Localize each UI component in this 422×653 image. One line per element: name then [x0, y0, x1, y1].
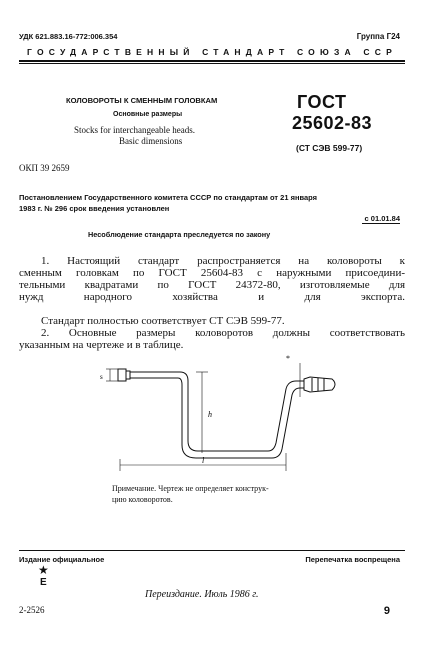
stock-drawing: [90, 355, 350, 480]
official-edition: Издание официальное: [19, 555, 105, 564]
square-end: [118, 369, 126, 381]
sev-reference: (СТ СЭВ 599-77): [296, 143, 363, 153]
print-order-code: 2-2526: [19, 605, 45, 615]
star-icon: ★: [38, 563, 49, 577]
reprint-prohibited: Перепечатка воспрещена: [305, 555, 400, 564]
drawing-lines: [106, 363, 335, 471]
document-subtitle-en: Basic dimensions: [119, 136, 183, 146]
gost-number: 25602-83: [292, 113, 373, 133]
compliance-warning: Несоблюдение стандарта преследуется по закону: [88, 230, 271, 239]
drawing-note-line-1: Примечание. Чертеж не определяет конструк-: [112, 484, 269, 493]
date-underline: [362, 223, 400, 224]
footer-rule: [19, 550, 405, 551]
reissue-note: Переиздание. Июль 1986 г.: [145, 589, 259, 600]
label-s: s: [100, 373, 103, 381]
document-title-en: Stocks for interchangeable heads.: [74, 125, 195, 135]
paragraph-standard-compliance: Стандарт полностью соответствует СТ СЭВ 599-77.: [41, 315, 285, 327]
drawing-note-line-2: цию коловоротов.: [112, 495, 173, 504]
paragraph-1-line-1: 1. Настоящий стандарт распространяется на коловороты к: [41, 255, 405, 267]
handle: [304, 377, 335, 392]
header-rule: [19, 60, 405, 62]
edition-mark: Е: [40, 577, 47, 588]
header-rule-thin: [19, 63, 405, 64]
decree-line-2: 1983 г. № 296 срок введения установлен: [19, 204, 170, 213]
introduction-date: с 01.01.84: [364, 214, 400, 223]
gost-label: ГОСТ: [297, 92, 347, 112]
decree-line-1: Постановлением Государственного комитета СССР по стандартам от 21 января: [19, 193, 318, 202]
paragraph-1-line-3: тельными квадратами по ГОСТ 24372-80, изготовляемые для: [19, 279, 405, 291]
okp-code: ОКП 39 2659: [19, 163, 70, 173]
group-code: Группа Г24: [356, 32, 400, 41]
paragraph-2-line-1: 2. Основные размеры коловоротов должны соответствовать: [41, 327, 405, 339]
page-number: 9: [383, 605, 390, 617]
document-subtitle-ru: Основные размеры: [113, 111, 183, 118]
paragraph-2-line-2: указанным на чертеже и в таблице.: [19, 339, 184, 351]
udk-code: УДК 621.883.16-772:006.354: [19, 32, 118, 41]
label-star: *: [286, 355, 290, 363]
paragraph-1-line-2: сменным головкам по ГОСТ 25604-83 с наружными присоедини-: [19, 267, 405, 279]
document-title-ru: КОЛОВОРОТЫ К СМЕННЫМ ГОЛОВКАМ: [66, 96, 218, 105]
standard-title: ГОСУДАРСТВЕННЫЙ СТАНДАРТ СОЮЗА ССР: [27, 47, 397, 57]
label-l: l: [202, 456, 205, 465]
label-h: h: [208, 410, 212, 419]
paragraph-1-line-4: нужд народного хозяйства и для экспорта.: [19, 291, 405, 303]
